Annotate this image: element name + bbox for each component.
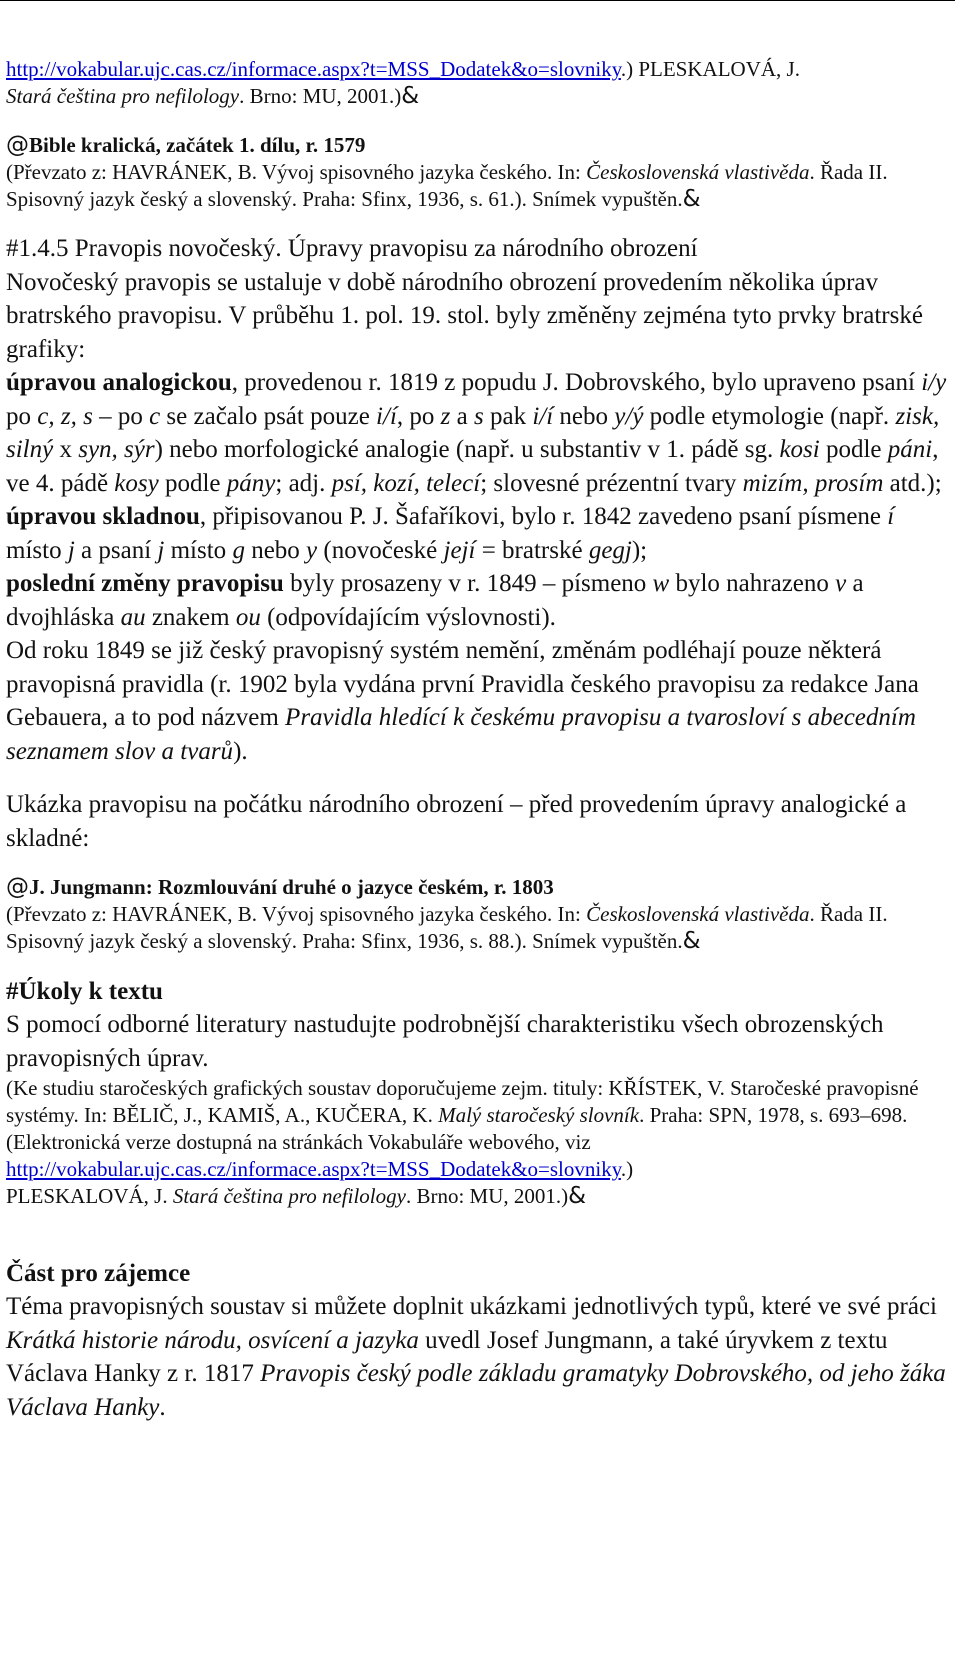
image-source-italic: Československá vlastivěda	[586, 902, 810, 926]
note-part-3-italic: Stará čeština pro nefilology	[172, 1184, 406, 1208]
paragraph-intro: Novočeský pravopis se ustaluje v době národního obrození provedením několika úprav bratrského pravopisu. V průběhu 1. pol. 19. stol. byly změněny zejména tyto prvky bratrské grafiky:	[6, 268, 923, 363]
italic-run: pány	[226, 469, 276, 497]
text-run: , provedenou r. 1819 z popudu J. Dobrovského, bylo upraveno psaní	[231, 369, 922, 396]
text-run: , po	[396, 402, 441, 430]
text-run: po	[6, 402, 38, 430]
tasks-heading: #Úkoly k textu	[6, 978, 163, 1005]
italic-run: y/ý	[614, 402, 644, 430]
text-run: bylo nahrazeno	[669, 570, 836, 597]
text-run: , ve 4. pádě	[6, 436, 939, 497]
italic-run: j	[67, 536, 75, 564]
text-run: Od roku 1849 se již český pravopisný systém nemění, změnám podléhají pouze některá pravopisná pravidla (r. 1902 byla vydána první Pravidla českého pravopisu za redakce Jana Gebauera, a to pod názvem	[6, 637, 919, 731]
italic-run: i/í	[532, 402, 554, 430]
note-italic: Malý staročeský slovník	[438, 1103, 640, 1127]
image-caption-1: Bible kralická, začátek 1. dílu, r. 1579	[29, 133, 366, 157]
text-run: ).	[233, 737, 248, 765]
section-heading	[6, 232, 951, 266]
italic-run: au	[120, 603, 146, 631]
bold-run: poslední změny pravopisu	[6, 570, 284, 597]
ref-rest: . Brno: MU, 2001.)	[239, 84, 402, 108]
text-run: nebo	[244, 536, 307, 564]
text-run: ; slovesné prézentní tvary	[480, 469, 743, 497]
paragraph-od-roku	[6, 634, 951, 768]
bold-run: úpravou analogickou	[6, 369, 232, 396]
italic-run: í	[887, 503, 895, 530]
section-heading-num: #1.4.5 Pravopis novočeský.	[6, 235, 282, 262]
italic-run: páni	[887, 436, 933, 463]
text-run: a	[450, 402, 474, 430]
italic-run: y	[306, 536, 318, 564]
note-after-link: .)	[620, 1157, 634, 1181]
image-placeholder-2	[6, 874, 951, 955]
text-run: znakem	[145, 603, 236, 631]
text-run: pak	[483, 402, 533, 430]
vokabular-link-2[interactable]: http://vokabular.ujc.cas.cz/informace.aspx?t=MSS_Dodatek&o=slovniky	[6, 1157, 621, 1181]
italic-run: s	[473, 402, 484, 430]
text-run: podle etymologie (např.	[643, 402, 896, 430]
text-run: podle	[819, 436, 888, 463]
at-mark: @	[6, 874, 29, 900]
text-run: (odpovídajícím výslovnosti).	[260, 603, 556, 631]
end-mark: &	[682, 186, 701, 212]
section-1-4-5	[6, 232, 951, 855]
italic-run: c	[149, 402, 161, 430]
italic-run: ou	[235, 603, 261, 631]
text-run: – po	[92, 402, 150, 430]
text-run: ) nebo morfologické analogie (např. u substantiv v 1. pádě sg.	[154, 436, 780, 463]
text-run: podle	[158, 469, 227, 497]
image-source-post: . Řada II. Spisovný jazyk český a slovenský. Praha: Sfinx, 1936, s. 88.). Snímek vypuštěn.	[6, 902, 888, 953]
text-run: a dvojhláska	[6, 570, 864, 631]
image-caption-2: J. Jungmann: Rozmlouvání druhé o jazyce českém, r. 1803	[29, 875, 554, 899]
vokabular-link-1[interactable]: http://vokabular.ujc.cas.cz/informace.aspx?t=MSS_Dodatek&o=slovniky	[6, 57, 621, 81]
italic-run: kosy	[114, 469, 159, 497]
paragraph-analogicka	[6, 366, 951, 500]
text-run: ; adj.	[275, 469, 332, 497]
image-placeholder-1	[6, 132, 951, 213]
italic-run: zisk, silný	[6, 402, 940, 463]
paragraph-posledni	[6, 567, 951, 634]
text-run: místo	[6, 536, 68, 564]
end-mark: &	[682, 928, 701, 954]
italic-run: z	[440, 402, 451, 430]
at-mark: @	[6, 132, 29, 158]
text-run: se začalo psát pouze	[160, 402, 377, 430]
extra-heading: Část pro zájemce	[6, 1260, 191, 1287]
tasks-note	[6, 1075, 951, 1210]
italic-run: gegj	[588, 536, 632, 564]
text-run: nebo	[553, 402, 615, 430]
italic-run: mizím, prosím	[742, 469, 884, 497]
paragraph-skladna	[6, 500, 951, 567]
bold-run: úpravou skladnou	[6, 503, 200, 530]
italic-run: c, z, s	[37, 402, 93, 430]
italic-run: její	[443, 536, 476, 564]
extra-part-2: uvedl Josef Jungmann, a také úryvkem z textu Václava Hanky z r. 1817	[6, 1326, 888, 1387]
italic-run: kosi	[779, 436, 820, 463]
extra-part-1: Téma pravopisných soustav si můžete doplnit ukázkami jednotlivých typů, které ve své práci	[6, 1293, 937, 1320]
section-heading-text: Úpravy pravopisu za národního obrození	[281, 235, 698, 262]
image-source-pre: (Převzato z: HAVRÁNEK, B. Vývoj spisovného jazyka českého. In:	[6, 902, 587, 926]
text-run: atd.);	[883, 469, 942, 497]
extra-italic-2: Pravopis český podle základu gramatyky Dobrovského, od jeho žáka Václava Hanky	[6, 1360, 946, 1421]
extra-part-3: .	[159, 1393, 166, 1421]
image-source-italic: Československá vlastivěda	[586, 160, 810, 184]
image-source-pre: (Převzato z: HAVRÁNEK, B. Vývoj spisovného jazyka českého. In:	[6, 160, 587, 184]
italic-run: v	[835, 570, 847, 597]
text-run: = bratrské	[475, 536, 589, 564]
note-part-1: (Ke studiu staročeských grafických soustav doporučujeme zejm. tituly: KŘÍSTEK, V. Staročeské pravopisné systémy. In: BĚLIČ, J., KAMIŠ, A., KUČERA, K.	[6, 1076, 919, 1127]
ref-author: .) PLESKALOVÁ, J.	[620, 57, 800, 81]
note-part-2: . Praha: SPN, 1978, s. 693–698. (Elektronická verze dostupná na stránkách Vokabuláře webového, viz	[6, 1103, 908, 1154]
tasks-text: S pomocí odborné literatury nastudujte podrobnější charakteristiku všech obrozenských pravopisných úprav.	[6, 1011, 884, 1072]
italic-run: psí, kozí, telecí	[331, 469, 481, 497]
text-run: a psaní	[74, 536, 158, 564]
text-run: (novočeské	[317, 536, 444, 564]
italic-run: Pravidla hledící k českému pravopisu a tvarosloví s abecedním seznamem slov a tvarů	[6, 704, 916, 765]
italic-run: syn, sýr	[78, 436, 155, 463]
text-run: byly prosazeny v r. 1849 – písmeno	[283, 570, 653, 597]
extra-italic-1: Krátká historie národu, osvícení a jazyka	[6, 1326, 419, 1354]
italic-run: j	[157, 536, 165, 564]
text-run: , připisovanou P. J. Šafaříkovi, bylo r. 1842 zavedeno psaní písmene	[199, 503, 888, 530]
reference-block-1	[6, 56, 951, 110]
italic-run: i/í	[376, 402, 397, 430]
note-part-3: PLESKALOVÁ, J.	[6, 1184, 173, 1208]
italic-run: i/y	[921, 369, 947, 396]
image-source-post: . Řada II. Spisovný jazyk český a slovenský. Praha: Sfinx, 1936, s. 61.). Snímek vypuštěn.	[6, 160, 888, 211]
text-run: );	[631, 536, 648, 564]
end-mark: &	[401, 83, 420, 109]
italic-run: g	[232, 536, 245, 564]
ref-title: Stará čeština pro nefilology	[6, 84, 240, 108]
top-rule	[0, 0, 955, 1]
extra-text	[6, 1290, 951, 1424]
document-page	[6, 56, 951, 1424]
note-part-3-rest: . Brno: MU, 2001.)	[405, 1184, 569, 1208]
text-run: x	[53, 436, 79, 463]
end-mark: &	[568, 1183, 587, 1209]
text-run: místo	[164, 536, 233, 564]
italic-run: w	[652, 570, 670, 597]
paragraph-ukazka: Ukázka pravopisu na počátku národního obrození – před provedením úpravy analogické a skladné:	[6, 791, 907, 852]
